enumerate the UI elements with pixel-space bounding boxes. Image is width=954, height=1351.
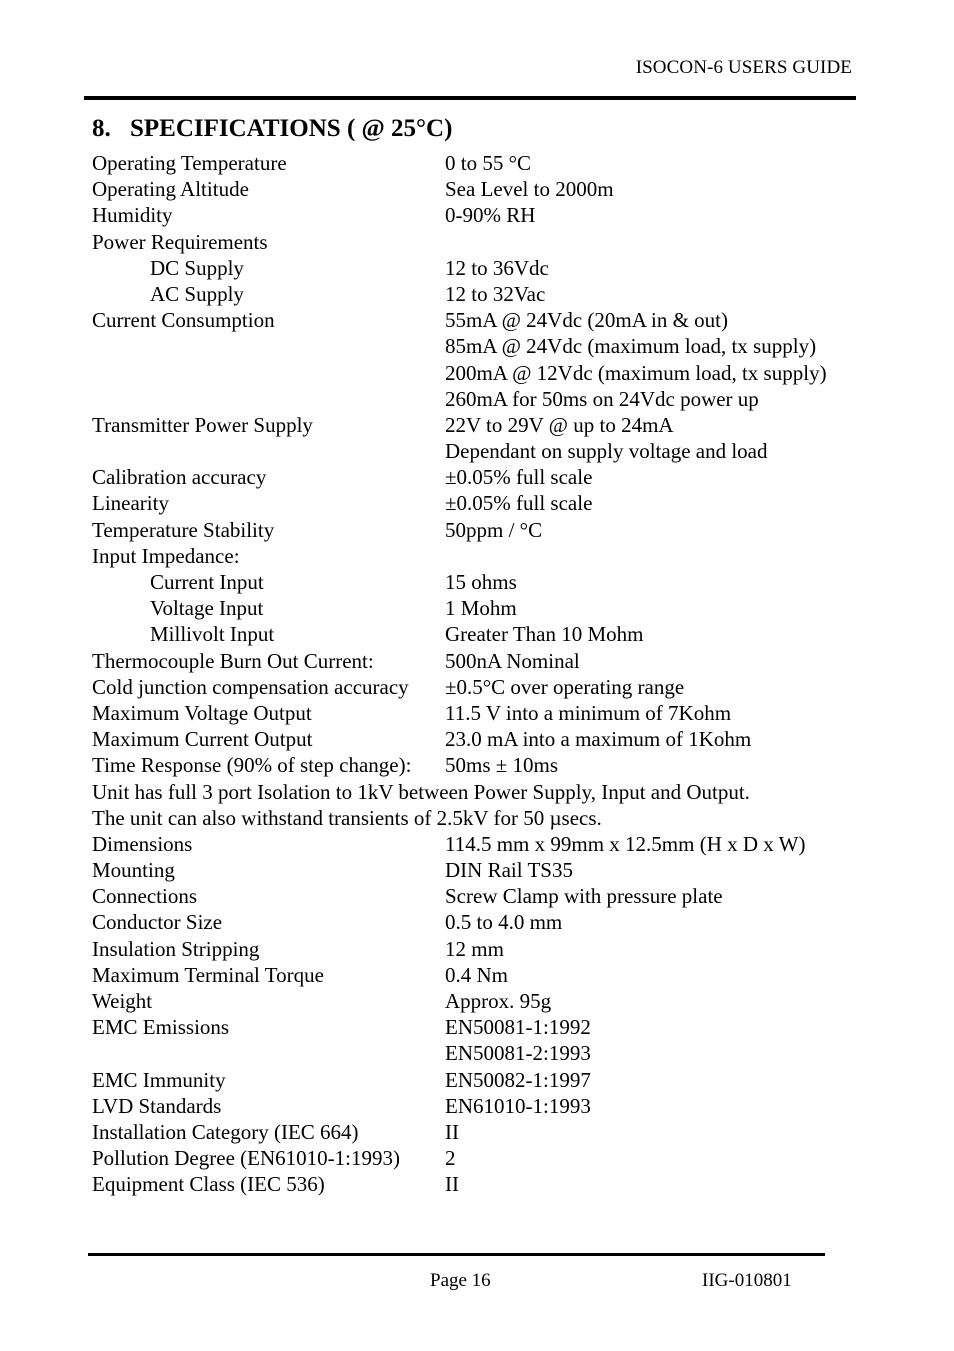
spec-row [92, 1014, 872, 1040]
spec-value: II [445, 1172, 459, 1197]
header-divider [84, 96, 856, 100]
document-id: IIG-010801 [702, 1270, 792, 1291]
spec-label: Thermocouple Burn Out Current: [92, 648, 374, 673]
spec-row [92, 1067, 872, 1093]
spec-row [92, 569, 872, 595]
spec-value: DIN Rail TS35 [445, 858, 573, 883]
spec-label: Maximum Current Output [92, 727, 313, 752]
spec-row [92, 857, 872, 883]
spec-row [92, 1040, 872, 1066]
spec-row [92, 1145, 872, 1171]
spec-value: 23.0 mA into a maximum of 1Kohm [445, 727, 752, 752]
spec-row [92, 805, 872, 831]
section-title: SPECIFICATIONS ( @ 25°C) [130, 115, 453, 142]
spec-row [92, 438, 872, 464]
spec-label: Current Input [150, 570, 264, 594]
specifications-list [92, 150, 872, 1198]
spec-value: 0 to 55 °C [445, 151, 531, 175]
spec-row [92, 1119, 872, 1145]
spec-row [92, 674, 872, 700]
spec-row [92, 517, 872, 543]
spec-label: Humidity [92, 203, 173, 228]
spec-value: 55mA @ 24Vdc (20mA in & out) [445, 308, 728, 333]
spec-value: EN50081-1:1992 [445, 1015, 591, 1040]
spec-value: 0.4 Nm [445, 962, 508, 987]
spec-row [92, 779, 872, 805]
spec-value: 15 ohms [445, 570, 517, 594]
section-number: 8. [92, 115, 111, 142]
spec-label: DC Supply [150, 255, 244, 280]
spec-row [92, 726, 872, 752]
spec-value: ±0.05% full scale [445, 491, 593, 516]
spec-row [92, 936, 872, 962]
spec-label: Transmitter Power Supply [92, 412, 313, 437]
spec-value: 12 to 32Vac [445, 281, 546, 306]
spec-row [92, 883, 872, 909]
spec-row [92, 595, 872, 621]
spec-row [92, 412, 872, 438]
spec-label: LVD Standards [92, 1093, 222, 1118]
footer-divider [88, 1253, 825, 1256]
spec-value: 11.5 V into a minimum of 7Kohm [445, 700, 732, 725]
spec-label: Linearity [92, 491, 169, 516]
spec-value: II [445, 1119, 459, 1144]
spec-label: Power Requirements [92, 229, 268, 254]
spec-label: Current Consumption [92, 308, 275, 333]
spec-label: Conductor Size [92, 910, 223, 935]
spec-row [92, 752, 872, 778]
spec-row [92, 831, 872, 857]
spec-label: Maximum Terminal Torque [92, 962, 324, 987]
spec-row [92, 360, 872, 386]
spec-label: Equipment Class (IEC 536) [92, 1172, 325, 1197]
spec-label: Input Impedance: [92, 543, 240, 568]
spec-value: Dependant on supply voltage and load [445, 439, 768, 464]
spec-label: Temperature Stability [92, 517, 275, 542]
page-number: Page 16 [430, 1270, 491, 1291]
spec-value: EN50082-1:1997 [445, 1067, 591, 1092]
spec-label: AC Supply [150, 281, 244, 306]
spec-value: Greater Than 10 Mohm [445, 622, 644, 647]
spec-value: Sea Level to 2000m [445, 177, 614, 202]
spec-row [92, 1093, 872, 1119]
spec-label: Installation Category (IEC 664) [92, 1119, 359, 1144]
spec-value: EN61010-1:1993 [445, 1093, 591, 1118]
spec-value: 0.5 to 4.0 mm [445, 910, 563, 935]
spec-label: Operating Altitude [92, 177, 249, 202]
spec-row [92, 909, 872, 935]
spec-row [92, 490, 872, 516]
spec-row [92, 333, 872, 359]
spec-value: 50ms ± 10ms [445, 753, 559, 778]
spec-value: 12 mm [445, 936, 504, 961]
spec-row [92, 700, 872, 726]
spec-label: Mounting [92, 858, 175, 883]
spec-row [92, 202, 872, 228]
spec-value: EN50081-2:1993 [445, 1041, 591, 1066]
spec-row [92, 621, 872, 647]
spec-value: 500nA Nominal [445, 648, 580, 673]
spec-row [92, 988, 872, 1014]
spec-row [92, 229, 872, 255]
spec-label: EMC Immunity [92, 1067, 226, 1092]
spec-value: 22V to 29V @ up to 24mA [445, 412, 674, 437]
spec-label: Dimensions [92, 831, 193, 856]
spec-value: ±0.05% full scale [445, 465, 593, 490]
spec-row [92, 464, 872, 490]
spec-row [92, 543, 872, 569]
spec-row [92, 648, 872, 674]
spec-value: Screw Clamp with pressure plate [445, 884, 723, 909]
spec-label: Cold junction compensation accuracy [92, 674, 409, 699]
spec-value: 200mA @ 12Vdc (maximum load, tx supply) [445, 360, 827, 385]
spec-value: 260mA for 50ms on 24Vdc power up [445, 386, 759, 411]
spec-value: 2 [445, 1146, 456, 1171]
spec-row [92, 307, 872, 333]
spec-row [92, 1171, 872, 1197]
spec-value: 1 Mohm [445, 596, 517, 621]
spec-label: Pollution Degree (EN61010-1:1993) [92, 1146, 400, 1171]
spec-value: 50ppm / °C [445, 517, 543, 542]
spec-value: 85mA @ 24Vdc (maximum load, tx supply) [445, 334, 817, 359]
spec-row [92, 281, 872, 307]
spec-label: EMC Emissions [92, 1015, 230, 1040]
spec-label: Maximum Voltage Output [92, 700, 312, 725]
spec-value: ±0.5°C over operating range [445, 674, 685, 699]
spec-row [92, 150, 872, 176]
header-title: ISOCON-6 USERS GUIDE [635, 57, 852, 78]
spec-row [92, 176, 872, 202]
spec-label: Connections [92, 884, 197, 909]
spec-label: Weight [92, 989, 153, 1013]
spec-note: Unit has full 3 port Isolation to 1kV between Power Supply, Input and Output. [92, 779, 750, 804]
spec-note: The unit can also withstand transients of 2.5kV for 50 µsecs. [92, 805, 602, 830]
spec-label: Calibration accuracy [92, 465, 267, 490]
spec-row [92, 255, 872, 281]
spec-value: 0-90% RH [445, 203, 536, 228]
spec-label: Time Response (90% of step change): [92, 753, 412, 778]
spec-value: 114.5 mm x 99mm x 12.5mm (H x D x W) [445, 831, 806, 856]
spec-label: Insulation Stripping [92, 936, 260, 961]
spec-label: Operating Temperature [92, 151, 287, 175]
spec-value: 12 to 36Vdc [445, 255, 549, 280]
spec-label: Voltage Input [150, 596, 264, 621]
section-heading [92, 115, 452, 143]
spec-row [92, 962, 872, 988]
spec-row [92, 386, 872, 412]
spec-value: Approx. 95g [445, 989, 552, 1013]
spec-label: Millivolt Input [150, 622, 275, 647]
